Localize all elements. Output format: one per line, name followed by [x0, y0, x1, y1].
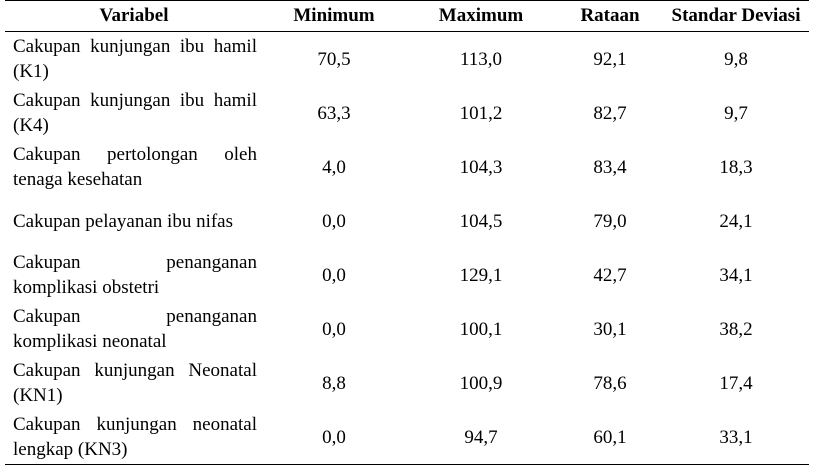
cell-maximum: 94,7: [405, 410, 557, 465]
table-row: [5, 356, 809, 410]
cell-variabel: Cakupan pertolongan oleh tenaga kesehatan: [13, 144, 257, 190]
table-row: [5, 302, 809, 356]
cell-variabel: Cakupan kunjungan neonatal lengkap (KN3): [5, 410, 263, 465]
cell-minimum: 63,3: [317, 102, 351, 124]
cell-variabel: Cakupan pelayanan ibu nifas: [13, 210, 234, 232]
cell-standar-deviasi: 24,1: [719, 210, 753, 232]
cell-maximum: 104,3: [459, 156, 503, 178]
header-row: [5, 1, 809, 32]
cell-rataan: 78,6: [593, 372, 627, 394]
table-row: [5, 410, 809, 465]
cell-variabel: Cakupan kunjungan ibu hamil (K4): [13, 90, 257, 136]
cell-minimum: 70,5: [317, 48, 351, 70]
cell-rataan: 42,7: [593, 264, 627, 286]
table-row: [5, 140, 809, 194]
table-row: [5, 86, 809, 140]
cell-rataan: 83,4: [593, 156, 627, 178]
cell-standar-deviasi: 18,3: [719, 156, 753, 178]
cell-standar-deviasi: 9,8: [724, 48, 748, 70]
cell-minimum: 0,0: [322, 210, 346, 232]
statistics-table-container: [5, 0, 809, 465]
cell-rataan: 79,0: [593, 210, 627, 232]
cell-minimum: 0,0: [322, 264, 346, 286]
cell-maximum: 104,5: [459, 210, 503, 232]
table-body: [5, 32, 809, 465]
cell-variabel: Cakupan kunjungan Neonatal (KN1): [13, 360, 257, 406]
header-rataan: Rataan: [557, 1, 663, 32]
header-maximum: Maximum: [405, 1, 557, 32]
cell-maximum: 113,0: [459, 48, 503, 70]
header-minimum: Minimum: [263, 1, 405, 32]
cell-rataan: 92,1: [593, 48, 627, 70]
cell-minimum: 0,0: [322, 318, 346, 340]
table-row: [5, 194, 809, 248]
cell-standar-deviasi: 9,7: [724, 102, 748, 124]
cell-variabel: Cakupan penanganan komplikasi neonatal: [13, 306, 257, 352]
cell-standar-deviasi: 34,1: [719, 264, 753, 286]
cell-maximum: 100,1: [459, 318, 503, 340]
cell-minimum: 4,0: [322, 156, 346, 178]
cell-rataan: 60,1: [557, 410, 663, 465]
cell-rataan: 30,1: [593, 318, 627, 340]
cell-maximum: 101,2: [459, 102, 503, 124]
cell-minimum: 0,0: [263, 410, 405, 465]
cell-maximum: 100,9: [459, 372, 503, 394]
table-row: [5, 248, 809, 302]
cell-standar-deviasi: 38,2: [719, 318, 753, 340]
cell-minimum: 8,8: [322, 372, 346, 394]
descriptive-statistics-table: [5, 0, 809, 465]
cell-rataan: 82,7: [593, 102, 627, 124]
header-variabel: Variabel: [5, 1, 263, 32]
cell-standar-deviasi: 17,4: [719, 372, 753, 394]
cell-variabel: Cakupan penanganan komplikasi obstetri: [13, 252, 257, 298]
header-standar-deviasi: Standar Deviasi: [663, 1, 809, 32]
cell-standar-deviasi: 33,1: [663, 410, 809, 465]
table-row: [5, 32, 809, 87]
cell-variabel: Cakupan kunjungan ibu hamil (K1): [13, 36, 257, 82]
table-header: [5, 1, 809, 32]
cell-maximum: 129,1: [459, 264, 503, 286]
